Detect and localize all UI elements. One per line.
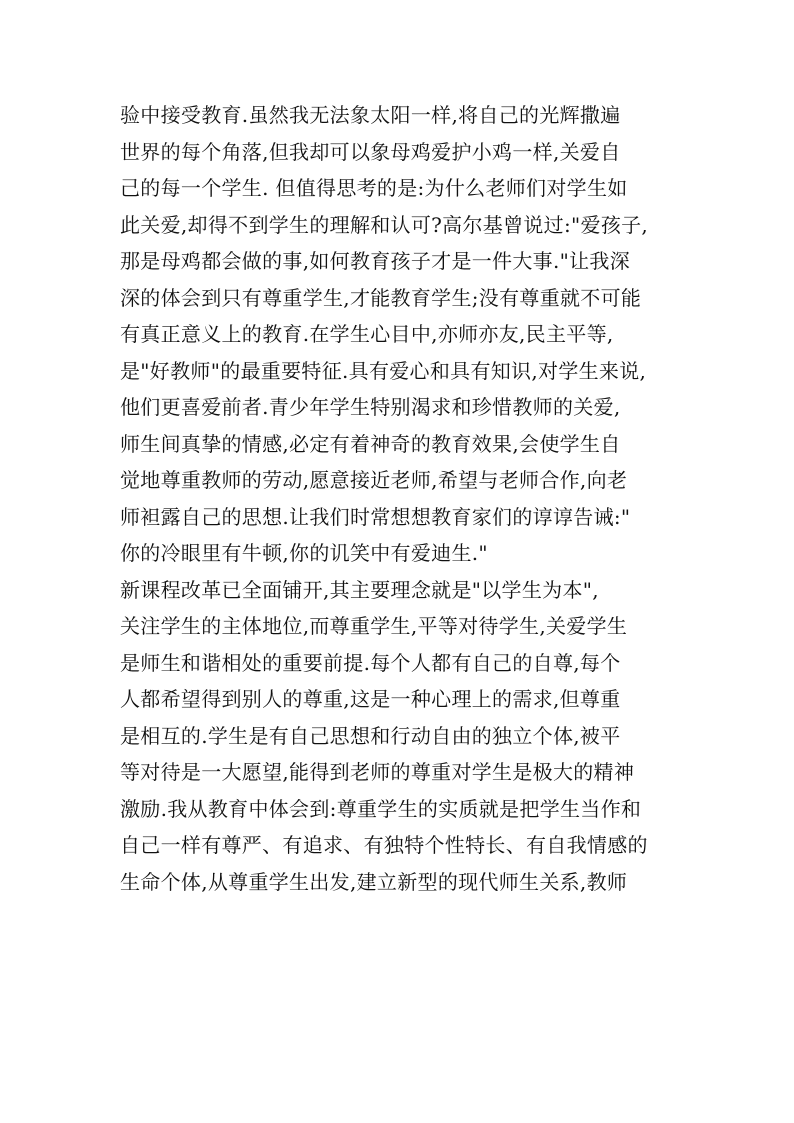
- text-line: 师袒露自己的思想.让我们时常想想教育家们的谆谆告诫:": [120, 504, 631, 529]
- text-line: 己的每一个学生. 但值得思考的是:为什么老师们对学生如: [120, 176, 628, 200]
- text-line: 生命个体,从尊重学生出发,建立新型的现代师生关系,教师: [120, 869, 628, 894]
- text-line: 师生间真挚的情感,必定有着神奇的教育效果,会使学生自: [120, 431, 621, 456]
- text-line: 你的冷眼里有牛顿,你的讥笑中有爱迪生.": [120, 541, 488, 565]
- text-line: 等对待是一大愿望,能得到老师的尊重对学生是极大的精神: [120, 760, 635, 784]
- text-line: 深的体会到只有尊重学生,才能教育学生;没有尊重就不可能: [120, 285, 642, 310]
- text-line: 是"好教师"的最重要特征.具有爱心和具有知识,对学生来说,: [120, 358, 647, 383]
- text-line: 激励.我从教育中体会到:尊重学生的实质就是把学生当作和: [120, 796, 642, 821]
- text-line: 验中接受教育.虽然我无法象太阳一样,将自己的光辉撒遍: [120, 103, 621, 127]
- text-line: 关注学生的主体地位,而尊重学生,平等对待学生,关爱学生: [120, 614, 628, 638]
- text-line: 是师生和谐相处的重要前提.每个人都有自己的自尊,每个: [120, 650, 621, 675]
- text-line: 是相互的.学生是有自己思想和行动自由的独立个体,被平: [120, 723, 621, 748]
- paragraph-start-line: 新课程改革已全面铺开,其主要理念就是"以学生为本",: [120, 577, 599, 602]
- text-line: 自己一样有尊严、有追求、有独特个性特长、有自我情感的: [120, 833, 648, 857]
- text-line: 那是母鸡都会做的事,如何教育孩子才是一件大事."让我深: [120, 249, 631, 273]
- document-body: [120, 97, 680, 900]
- text-line: 世界的每个角落,但我却可以象母鸡爱护小鸡一样,关爱自: [120, 139, 621, 164]
- text-line: 觉地尊重教师的劳动,愿意接近老师,希望与老师合作,向老: [120, 468, 628, 492]
- text-line: 有真正意义上的教育.在学生心目中,亦师亦友,民主平等,: [120, 322, 614, 346]
- text-line: 他们更喜爱前者.青少年学生特别渴求和珍惜教师的关爱,: [120, 395, 621, 419]
- text-line: 人都希望得到别人的尊重,这是一种心理上的需求,但尊重: [120, 687, 621, 711]
- text-line: 此关爱,却得不到学生的理解和认可?高尔基曾说过:"爱孩子,: [120, 212, 649, 237]
